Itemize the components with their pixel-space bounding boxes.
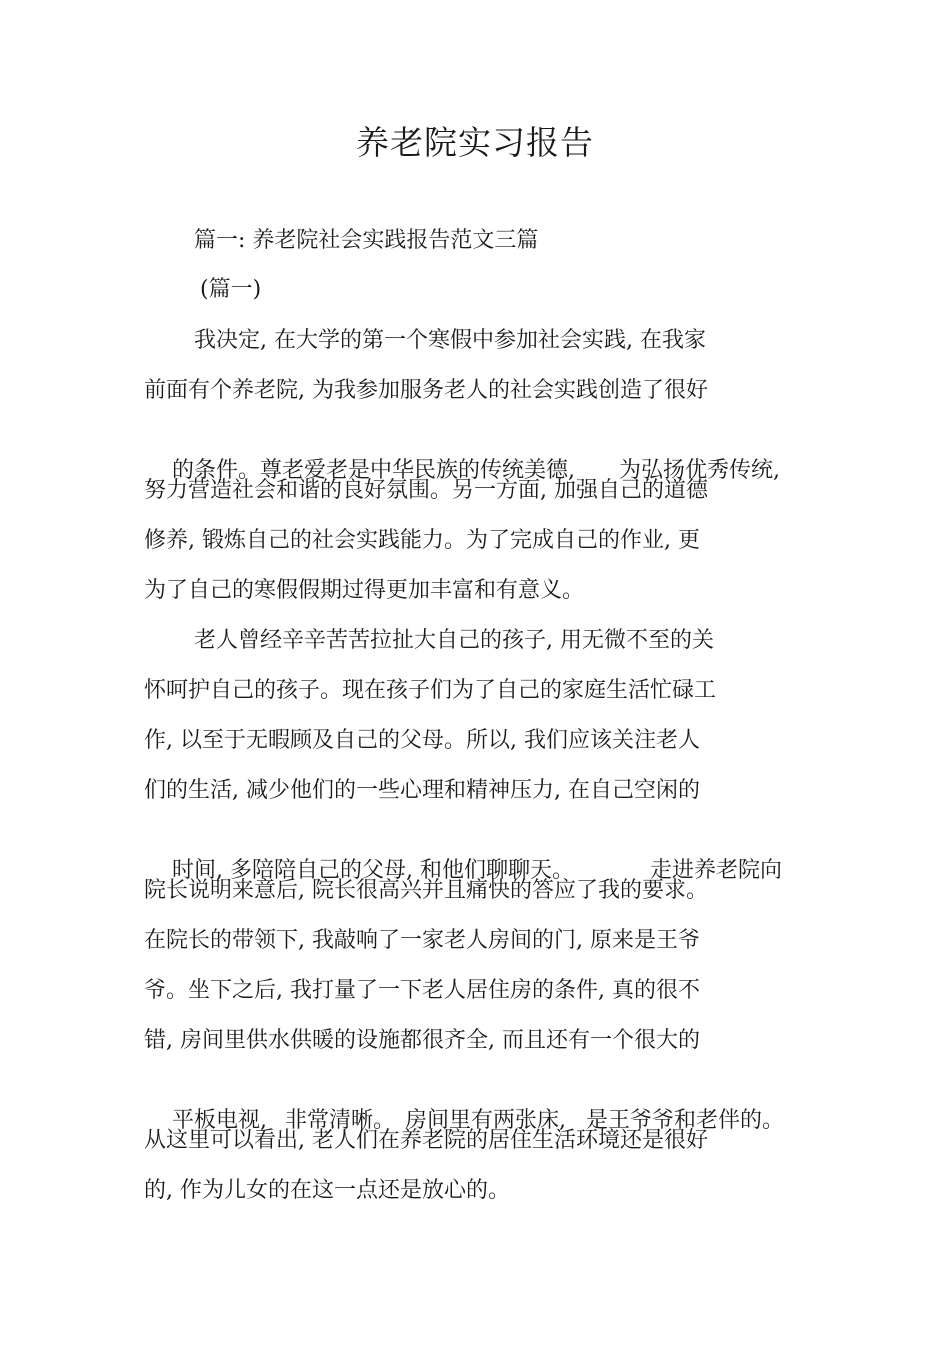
paragraph-line: 爷。坐下之后, 我打量了一下老人居住房的条件, 真的很不 bbox=[144, 978, 700, 1003]
paragraph-line bbox=[144, 426, 780, 483]
paragraph-line: 老人曾经辛辛苦苦拉扯大自己的孩子, 用无微不至的关 bbox=[194, 628, 714, 653]
paragraph-line: 我决定, 在大学的第一个寒假中参加社会实践, 在我家 bbox=[194, 328, 706, 353]
paragraph-line: 怀呵护自己的孩子。现在孩子们为了自己的家庭生活忙碌工 bbox=[144, 678, 717, 703]
paragraph-line-part: 为弘扬优秀传统, bbox=[618, 458, 780, 483]
paragraph-line: 努力营造社会和谐的良好氛围。另一方面, 加强自己的道德 bbox=[144, 478, 708, 503]
paragraph-line: 为了自己的寒假假期过得更加丰富和有意义。 bbox=[144, 578, 585, 603]
paragraph-line: 前面有个养老院, 为我参加服务老人的社会实践创造了很好 bbox=[144, 378, 708, 403]
paragraph-line: 在院长的带领下, 我敲响了一家老人房间的门, 原来是王爷 bbox=[144, 928, 700, 953]
paragraph-line-part: 是王爷爷和老伴的。 bbox=[586, 1108, 785, 1133]
paragraph-line-part: 房间里有两张床, bbox=[405, 1108, 566, 1133]
document-title: 养老院实习报告 bbox=[356, 123, 594, 162]
paragraph-line-part: 时间, 多陪陪自己的父母, 和他们聊聊天。 bbox=[171, 858, 574, 883]
paragraph-line bbox=[144, 1076, 785, 1133]
paragraph-line-part: 非常清晰。 bbox=[284, 1108, 395, 1133]
paragraph-line: 修养, 锻炼自己的社会实践能力。为了完成自己的作业, 更 bbox=[144, 528, 700, 553]
paragraph-line: 作, 以至于无暇顾及自己的父母。所以, 我们应该关注老人 bbox=[144, 728, 700, 753]
paragraph-line-part: 走进养老院向 bbox=[649, 858, 782, 883]
section-heading: 篇一: 养老院社会实践报告范文三篇 bbox=[194, 228, 539, 253]
paragraph-line: 从这里可以看出, 老人们在养老院的居住生活环境还是很好 bbox=[144, 1128, 708, 1153]
paragraph-line: 错, 房间里供水供暖的设施都很齐全, 而且还有一个很大的 bbox=[144, 1028, 700, 1053]
paragraph-line bbox=[144, 826, 782, 883]
paragraph-line-part: 的条件。尊老爱老是中华民族的传统美德, bbox=[171, 458, 575, 483]
paragraph-line: 院长说明来意后, 院长很高兴并且痛快的答应了我的要求。 bbox=[144, 878, 708, 903]
paragraph-line: 们的生活, 减少他们的一些心理和精神压力, 在自己空闲的 bbox=[144, 778, 700, 803]
paragraph-line-part: 平板电视, bbox=[171, 1108, 267, 1133]
sub-heading: (篇一) bbox=[200, 277, 262, 302]
paragraph-line: 的, 作为儿女的在这一点还是放心的。 bbox=[144, 1178, 510, 1203]
